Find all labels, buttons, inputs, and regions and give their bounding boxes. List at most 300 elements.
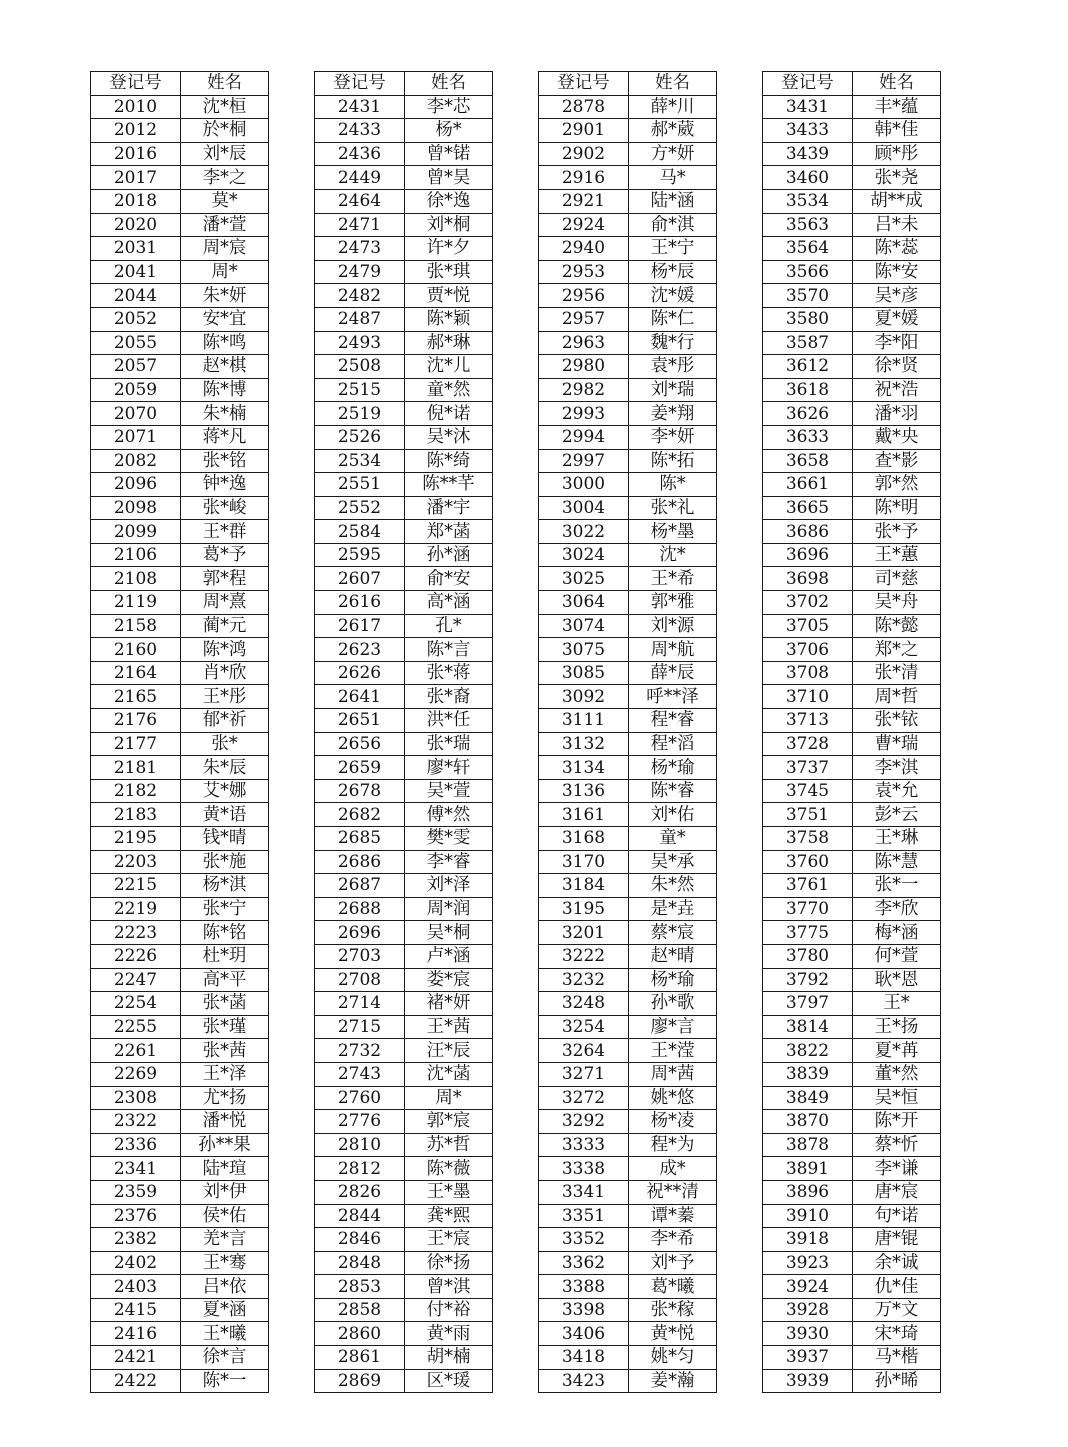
table-row: [763, 237, 941, 261]
registration-number-cell: 2431: [315, 95, 405, 119]
registration-number-cell: 2848: [315, 1251, 405, 1275]
registration-number-cell: 2685: [315, 827, 405, 851]
table-row: [315, 614, 493, 638]
name-cell: 吴*承: [629, 850, 717, 874]
registration-number-cell: 2183: [91, 803, 181, 827]
name-cell: 廖*轩: [405, 756, 493, 780]
registration-number-cell: 2534: [315, 449, 405, 473]
table-row: [539, 992, 717, 1016]
name-cell: 卢*涵: [405, 944, 493, 968]
table-row: [91, 307, 269, 331]
name-cell: 羌*言: [181, 1228, 269, 1252]
registration-number-cell: 2041: [91, 260, 181, 284]
table-row: [315, 543, 493, 567]
name-cell: 张*一: [853, 874, 941, 898]
table-row: [315, 1157, 493, 1181]
registration-number-cell: 2359: [91, 1180, 181, 1204]
name-cell: 姜*瀚: [629, 1369, 717, 1393]
table-row: [91, 378, 269, 402]
registration-number-cell: 3292: [539, 1110, 629, 1134]
table-row: [763, 449, 941, 473]
registration-number-cell: 2963: [539, 331, 629, 355]
table-row: [763, 520, 941, 544]
name-cell: 彭*云: [853, 803, 941, 827]
name-cell: 陈*鸿: [181, 638, 269, 662]
table-row: [763, 1275, 941, 1299]
table-row: [539, 331, 717, 355]
registration-number-cell: 3706: [763, 638, 853, 662]
table-row: [91, 189, 269, 213]
table-row: [763, 803, 941, 827]
name-cell: 钱*晴: [181, 827, 269, 851]
name-cell: 高*涵: [405, 591, 493, 615]
registration-number-cell: 2341: [91, 1157, 181, 1181]
registration-number-cell: 2860: [315, 1322, 405, 1346]
name-cell: 丰*蕴: [853, 95, 941, 119]
registration-number-cell: 3702: [763, 591, 853, 615]
registration-number-cell: 3708: [763, 661, 853, 685]
table-row: [315, 331, 493, 355]
registration-number-cell: 2858: [315, 1298, 405, 1322]
table-row: [539, 1346, 717, 1370]
name-cell: 杜*玥: [181, 944, 269, 968]
table-row: [763, 756, 941, 780]
registration-number-cell: 2956: [539, 284, 629, 308]
name-cell: 王*茜: [405, 1015, 493, 1039]
name-cell: 蒋*凡: [181, 425, 269, 449]
name-cell: 呼**泽: [629, 685, 717, 709]
table-row: [763, 992, 941, 1016]
name-cell: 李*睿: [405, 850, 493, 874]
table-row: [539, 307, 717, 331]
table-row: [315, 520, 493, 544]
registration-number-cell: 3564: [763, 237, 853, 261]
table-row: [539, 1133, 717, 1157]
name-cell: 陈*言: [405, 638, 493, 662]
name-cell: 宋*琦: [853, 1322, 941, 1346]
name-cell: 王*曦: [181, 1322, 269, 1346]
name-cell: 周*熹: [181, 591, 269, 615]
name-cell: 张*: [181, 732, 269, 756]
table-row: [91, 709, 269, 733]
name-cell: 张*铱: [853, 709, 941, 733]
table-row: [763, 95, 941, 119]
registration-number-cell: 2096: [91, 473, 181, 497]
name-cell: 周*茜: [629, 1062, 717, 1086]
registration-number-cell: 3022: [539, 520, 629, 544]
name-cell: 孙*晞: [853, 1369, 941, 1393]
name-cell: 廖*言: [629, 1015, 717, 1039]
name-cell: 王*群: [181, 520, 269, 544]
table-row: [315, 119, 493, 143]
name-cell: 王*琳: [853, 827, 941, 851]
name-cell: 陈*绮: [405, 449, 493, 473]
registration-number-cell: 3633: [763, 425, 853, 449]
registration-number-cell: 2916: [539, 166, 629, 190]
name-cell: 张*铭: [181, 449, 269, 473]
name-cell: 杨*淇: [181, 874, 269, 898]
registration-number-cell: 3000: [539, 473, 629, 497]
table-row: [91, 473, 269, 497]
registration-number-cell: 2743: [315, 1062, 405, 1086]
table-row: [763, 897, 941, 921]
table-row: [91, 237, 269, 261]
name-cell: 何*萱: [853, 944, 941, 968]
registration-number-cell: 3161: [539, 803, 629, 827]
table-row: [763, 944, 941, 968]
table-row: [763, 968, 941, 992]
name-cell: 童*: [629, 827, 717, 851]
name-cell: 吕*依: [181, 1275, 269, 1299]
table-row: [763, 1228, 941, 1252]
name-cell: 侯*佑: [181, 1204, 269, 1228]
name-cell: 陈*薇: [405, 1157, 493, 1181]
name-cell: 洪*任: [405, 709, 493, 733]
name-cell: 潘*悦: [181, 1110, 269, 1134]
registration-number-cell: 3713: [763, 709, 853, 733]
table-row: [315, 921, 493, 945]
name-cell: 蔺*元: [181, 614, 269, 638]
id-column-header: 登记号: [91, 72, 181, 96]
registration-number-cell: 3111: [539, 709, 629, 733]
registration-number-cell: 3431: [763, 95, 853, 119]
registration-number-cell: 2433: [315, 119, 405, 143]
registration-number-cell: 2471: [315, 213, 405, 237]
id-column-header: 登记号: [315, 72, 405, 96]
registration-number-cell: 2336: [91, 1133, 181, 1157]
name-cell: 黄*雨: [405, 1322, 493, 1346]
registration-number-cell: 2052: [91, 307, 181, 331]
registration-number-cell: 3232: [539, 968, 629, 992]
registration-number-cell: 2012: [91, 119, 181, 143]
name-cell: 袁*彤: [629, 355, 717, 379]
registration-number-cell: 3618: [763, 378, 853, 402]
registration-number-cell: 2878: [539, 95, 629, 119]
name-cell: 陈*博: [181, 378, 269, 402]
table-row: [91, 944, 269, 968]
name-cell: 潘*宇: [405, 496, 493, 520]
name-cell: 陈*颖: [405, 307, 493, 331]
registration-number-cell: 3092: [539, 685, 629, 709]
name-cell: 张*清: [853, 661, 941, 685]
table-row: [315, 449, 493, 473]
table-row: [539, 661, 717, 685]
table-row: [539, 803, 717, 827]
table-row: [91, 402, 269, 426]
table-row: [91, 732, 269, 756]
registration-number-cell: 2810: [315, 1133, 405, 1157]
table-row: [539, 355, 717, 379]
name-cell: 王*骞: [181, 1251, 269, 1275]
registration-number-cell: 3918: [763, 1228, 853, 1252]
table-row: [763, 1346, 941, 1370]
registration-number-cell: 2421: [91, 1346, 181, 1370]
name-cell: 陈*慧: [853, 850, 941, 874]
registration-number-cell: 3184: [539, 874, 629, 898]
registration-number-cell: 2176: [91, 709, 181, 733]
registration-table-2: [314, 71, 493, 1393]
registration-number-cell: 3004: [539, 496, 629, 520]
registration-number-cell: 2688: [315, 897, 405, 921]
name-cell: 徐*逸: [405, 189, 493, 213]
registration-number-cell: 2219: [91, 897, 181, 921]
table-row: [539, 189, 717, 213]
table-row: [315, 756, 493, 780]
table-row: [91, 756, 269, 780]
registration-number-cell: 3248: [539, 992, 629, 1016]
name-cell: 陈*蕊: [853, 237, 941, 261]
name-cell: 程*滔: [629, 732, 717, 756]
registration-number-cell: 2552: [315, 496, 405, 520]
registration-number-cell: 3134: [539, 756, 629, 780]
table-row: [315, 1275, 493, 1299]
name-cell: 曾*昊: [405, 166, 493, 190]
table-row: [315, 473, 493, 497]
table-row: [315, 850, 493, 874]
registration-number-cell: 2070: [91, 402, 181, 426]
registration-number-cell: 2812: [315, 1157, 405, 1181]
table-row: [763, 1110, 941, 1134]
name-cell: 王*墨: [405, 1180, 493, 1204]
table-row: [91, 1369, 269, 1393]
registration-number-cell: 2106: [91, 543, 181, 567]
table-row: [91, 638, 269, 662]
registration-number-cell: 3761: [763, 874, 853, 898]
name-cell: 李*淇: [853, 756, 941, 780]
registration-number-cell: 3626: [763, 402, 853, 426]
name-cell: 陈*: [629, 473, 717, 497]
name-cell: 李*妍: [629, 425, 717, 449]
table-row: [539, 119, 717, 143]
registration-number-cell: 2382: [91, 1228, 181, 1252]
table-row: [91, 260, 269, 284]
name-cell: 张*菡: [181, 992, 269, 1016]
table-row: [763, 921, 941, 945]
registration-table-1: [90, 71, 269, 1393]
registration-number-cell: 2715: [315, 1015, 405, 1039]
name-cell: 杨*: [405, 119, 493, 143]
table-row: [539, 1298, 717, 1322]
name-cell: 姚*匀: [629, 1346, 717, 1370]
table-row: [91, 543, 269, 567]
registration-number-cell: 3272: [539, 1086, 629, 1110]
table-row: [763, 1180, 941, 1204]
table-row: [763, 1039, 941, 1063]
table-row: [539, 520, 717, 544]
name-cell: 付*裕: [405, 1298, 493, 1322]
table-row: [315, 567, 493, 591]
table-row: [539, 496, 717, 520]
name-cell: 尤*扬: [181, 1086, 269, 1110]
name-column-header: 姓名: [629, 72, 717, 96]
table-row: [315, 1346, 493, 1370]
table-row: [763, 425, 941, 449]
registration-number-cell: 2017: [91, 166, 181, 190]
table-row: [539, 1062, 717, 1086]
name-cell: 俞*淇: [629, 213, 717, 237]
table-row: [91, 1110, 269, 1134]
registration-number-cell: 3923: [763, 1251, 853, 1275]
name-cell: 赵*棋: [181, 355, 269, 379]
table-row: [763, 638, 941, 662]
name-cell: 祝*浩: [853, 378, 941, 402]
name-cell: 张*瑾: [181, 1015, 269, 1039]
name-cell: 陈*懿: [853, 614, 941, 638]
name-cell: 徐*贤: [853, 355, 941, 379]
name-cell: 吴*萱: [405, 779, 493, 803]
registration-number-cell: 2703: [315, 944, 405, 968]
registration-number-cell: 2416: [91, 1322, 181, 1346]
registration-number-cell: 3658: [763, 449, 853, 473]
name-cell: 朱*楠: [181, 402, 269, 426]
registration-number-cell: 2526: [315, 425, 405, 449]
name-cell: 万*文: [853, 1298, 941, 1322]
name-cell: 夏*苒: [853, 1039, 941, 1063]
name-cell: 耿*恩: [853, 968, 941, 992]
name-cell: 艾*娜: [181, 779, 269, 803]
name-cell: 胡**成: [853, 189, 941, 213]
name-cell: 杨*墨: [629, 520, 717, 544]
name-cell: 张*予: [853, 520, 941, 544]
name-cell: 贾*悦: [405, 284, 493, 308]
registration-number-cell: 2584: [315, 520, 405, 544]
name-cell: 陈*一: [181, 1369, 269, 1393]
table-row: [763, 591, 941, 615]
table-row: [91, 1157, 269, 1181]
registration-number-cell: 3822: [763, 1039, 853, 1063]
table-row: [315, 897, 493, 921]
registration-number-cell: 3930: [763, 1322, 853, 1346]
table-header-row: [539, 72, 717, 96]
name-column-header: 姓名: [853, 72, 941, 96]
registration-number-cell: 3352: [539, 1228, 629, 1252]
registration-number-cell: 3341: [539, 1180, 629, 1204]
registration-number-cell: 3222: [539, 944, 629, 968]
table-row: [315, 284, 493, 308]
name-cell: 余*诚: [853, 1251, 941, 1275]
table-row: [91, 119, 269, 143]
table-row: [91, 1086, 269, 1110]
table-row: [91, 1228, 269, 1252]
table-row: [539, 1039, 717, 1063]
registration-number-cell: 2982: [539, 378, 629, 402]
name-cell: 陆*瑄: [181, 1157, 269, 1181]
registration-number-cell: 3271: [539, 1062, 629, 1086]
name-cell: 张*宁: [181, 897, 269, 921]
name-cell: 杨*瑜: [629, 968, 717, 992]
name-cell: 李*谦: [853, 1157, 941, 1181]
table-row: [539, 1110, 717, 1134]
table-row: [763, 402, 941, 426]
name-cell: 马*: [629, 166, 717, 190]
table-row: [539, 874, 717, 898]
name-cell: 方*妍: [629, 142, 717, 166]
table-row: [539, 1369, 717, 1393]
name-cell: 夏*媛: [853, 307, 941, 331]
table-row: [539, 850, 717, 874]
id-column-header: 登记号: [539, 72, 629, 96]
table-row: [315, 95, 493, 119]
table-row: [315, 1228, 493, 1252]
registration-number-cell: 2682: [315, 803, 405, 827]
name-cell: 仇*佳: [853, 1275, 941, 1299]
registration-number-cell: 3168: [539, 827, 629, 851]
registration-number-cell: 3170: [539, 850, 629, 874]
name-column-header: 姓名: [181, 72, 269, 96]
registration-number-cell: 3587: [763, 331, 853, 355]
name-cell: 徐*扬: [405, 1251, 493, 1275]
name-cell: 傅*然: [405, 803, 493, 827]
registration-number-cell: 2422: [91, 1369, 181, 1393]
table-row: [315, 827, 493, 851]
registration-number-cell: 2044: [91, 284, 181, 308]
table-row: [315, 1086, 493, 1110]
name-cell: 张*施: [181, 850, 269, 874]
table-row: [763, 1322, 941, 1346]
registration-number-cell: 3439: [763, 142, 853, 166]
registration-number-cell: 2119: [91, 591, 181, 615]
name-cell: 於*桐: [181, 119, 269, 143]
table-row: [91, 1275, 269, 1299]
table-row: [763, 1015, 941, 1039]
table-row: [91, 95, 269, 119]
name-cell: 沈*媛: [629, 284, 717, 308]
registration-number-cell: 2099: [91, 520, 181, 544]
table-row: [539, 732, 717, 756]
registration-number-cell: 2322: [91, 1110, 181, 1134]
name-cell: 郭*雅: [629, 591, 717, 615]
table-row: [539, 166, 717, 190]
registration-number-cell: 2732: [315, 1039, 405, 1063]
name-cell: 刘*伊: [181, 1180, 269, 1204]
table-row: [763, 1086, 941, 1110]
table-row: [315, 307, 493, 331]
name-cell: 龚*熙: [405, 1204, 493, 1228]
registration-number-cell: 3698: [763, 567, 853, 591]
name-cell: 是*垚: [629, 897, 717, 921]
name-cell: 张*峻: [181, 496, 269, 520]
registration-number-cell: 2436: [315, 142, 405, 166]
table-row: [315, 1110, 493, 1134]
name-cell: 唐*锟: [853, 1228, 941, 1252]
name-cell: 韩*佳: [853, 119, 941, 143]
name-cell: 吕*未: [853, 213, 941, 237]
name-cell: 王*蕙: [853, 543, 941, 567]
registration-number-cell: 3460: [763, 166, 853, 190]
name-cell: 刘*桐: [405, 213, 493, 237]
table-row: [315, 142, 493, 166]
registration-number-cell: 2164: [91, 661, 181, 685]
name-cell: 李*芯: [405, 95, 493, 119]
name-cell: 董*然: [853, 1062, 941, 1086]
table-row: [539, 473, 717, 497]
table-row: [91, 897, 269, 921]
name-cell: 孙**果: [181, 1133, 269, 1157]
registration-number-cell: 2415: [91, 1298, 181, 1322]
table-row: [539, 1180, 717, 1204]
registration-number-cell: 3937: [763, 1346, 853, 1370]
name-cell: 樊*雯: [405, 827, 493, 851]
name-cell: 戴*央: [853, 425, 941, 449]
table-row: [315, 1015, 493, 1039]
name-cell: 周*航: [629, 638, 717, 662]
table-row: [539, 944, 717, 968]
name-cell: 潘*羽: [853, 402, 941, 426]
registration-number-cell: 2844: [315, 1204, 405, 1228]
registration-number-cell: 3928: [763, 1298, 853, 1322]
table-row: [91, 1298, 269, 1322]
name-cell: 周*润: [405, 897, 493, 921]
